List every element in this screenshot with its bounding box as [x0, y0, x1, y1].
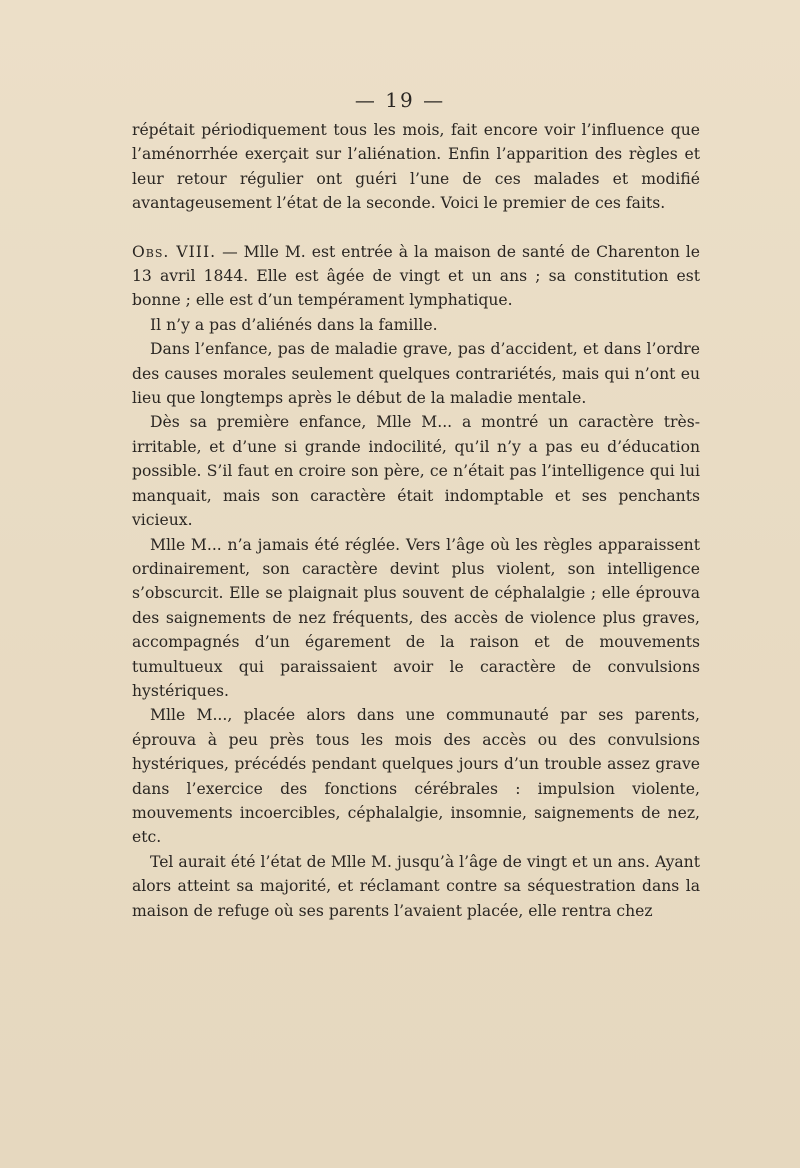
paragraph-community: Mlle M..., placée alors dans une communauté par ses parents, éprouva à peu près tous les mois des accès ou des convulsions hystériques, précédés pendant quelques jours d’un trouble assez grave dans l’exercice des fonctions cérébrales : impulsion violente, mouvements incoercibles, céphalalgie, insomnie, saignements de nez, etc.: [132, 706, 700, 847]
observation-text: — Mlle M. est entrée à la maison de santé de Charenton le 13 avril 1844. Elle est âgée de vingt et un ans ; sa constitution est bonne ; elle est d’un tempérament lymphatique.: [132, 242, 700, 310]
paragraph-menses: Mlle M... n’a jamais été réglée. Vers l’âge où les règles apparaissent ordinairement, son caractère devint plus violent, son intelligence s’obscurcit. Elle se plaignait plus souvent de céphalalgie ; elle éprouva des saignements de nez fréquents, des accès de violence plus graves, accompagnés d’un égarement de la raison et de mouvements tumultueux qui paraissaient avoir le caractère de convulsions hystériques.: [132, 535, 700, 700]
paragraph-observation-viii: [132, 240, 700, 313]
paragraph-character: Dès sa première enfance, Mlle M... a montré un caractère très-irritable, et d’une si grande indocilité, qu’il n’y a pas eu d’éducation possible. S’il faut en croire son père, ce n’était pas l’intelligence qui lui manquait, mais son caractère était indomptable et ses penchants vicieux.: [132, 413, 700, 530]
body-text: [132, 118, 700, 923]
paragraph-majority: Tel aurait été l’état de Mlle M. jusqu’à l’âge de vingt et un ans. Ayant alors atteint sa majorité, et réclamant contre sa séquestration dans la maison de refuge où ses parents l’avaient placée, elle rentra chez: [132, 852, 700, 920]
paragraph-intro: répétait périodiquement tous les mois, fait encore voir l’influence que l’aménorrhée exerçait sur l’aliénation. Enfin l’apparition des règles et leur retour régulier ont guéri l’une de ces malades et modifié avantageusement l’état de la seconde. Voici le premier de ces faits.: [132, 121, 700, 213]
observation-label: Obs. VIII.: [132, 242, 217, 261]
paragraph-family: Il n’y a pas d’aliénés dans la famille.: [150, 315, 438, 334]
paragraph-childhood: Dans l’enfance, pas de maladie grave, pas d’accident, et dans l’ordre des causes morales seulement quelques contrariétés, mais qui n’ont eu lieu que longtemps après le début de la maladie mentale.: [132, 340, 700, 408]
page-number: — 19 —: [354, 88, 446, 112]
